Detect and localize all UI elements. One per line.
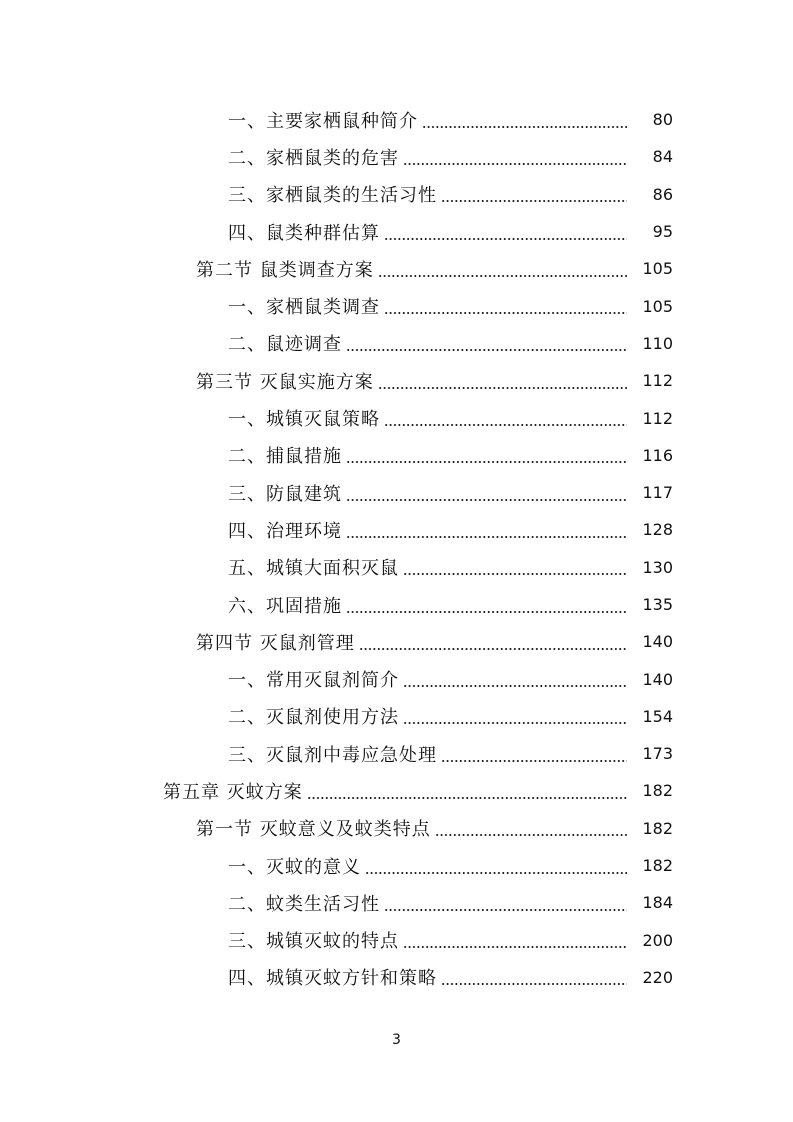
toc-entry-item[interactable] xyxy=(0,474,793,511)
dot-leader xyxy=(307,797,627,799)
dot-leader xyxy=(384,424,627,426)
dot-leader xyxy=(422,126,627,128)
toc-entry-label: 第一节 灭蚊意义及蚊类特点 xyxy=(196,819,431,841)
footer-page-number: 3 xyxy=(392,1032,401,1048)
toc-entry-item[interactable] xyxy=(0,511,793,548)
toc-entry-page-number: 95 xyxy=(652,222,673,242)
toc-entry-page-number: 105 xyxy=(642,296,673,316)
toc-entry-label: 三、防鼠建筑 xyxy=(228,483,342,505)
toc-entry-page-number: 80 xyxy=(652,110,673,130)
toc-entry-item[interactable] xyxy=(0,437,793,474)
dot-leader xyxy=(346,611,627,613)
toc-entry-label: 二、家栖鼠类的危害 xyxy=(228,147,399,169)
dot-leader xyxy=(384,238,627,240)
toc-entry-label: 一、家栖鼠类调查 xyxy=(228,297,380,319)
toc-entry-page-number: 140 xyxy=(642,669,673,689)
dot-leader xyxy=(441,983,627,985)
toc-entry-item[interactable] xyxy=(0,101,793,138)
toc-entry-item[interactable] xyxy=(0,287,793,324)
toc-entry-label: 三、灭鼠剂中毒应急处理 xyxy=(228,744,437,766)
toc-entry-page-number: 86 xyxy=(652,184,673,204)
toc-entry-label: 一、灭蚊的意义 xyxy=(228,856,361,878)
dot-leader xyxy=(441,200,627,202)
toc-entry-page-number: 173 xyxy=(642,744,673,764)
dot-leader xyxy=(403,722,627,724)
toc-entry-page-number: 116 xyxy=(642,445,673,465)
toc-entry-page-number: 140 xyxy=(642,632,673,652)
toc-entry-label: 一、主要家栖鼠种简介 xyxy=(228,110,418,132)
toc-entry-page-number: 130 xyxy=(642,557,673,577)
dot-leader xyxy=(384,312,627,314)
toc-entry-page-number: 182 xyxy=(642,818,673,838)
toc-entry-page-number: 220 xyxy=(642,967,673,987)
toc-entry-label: 三、城镇灭蚊的特点 xyxy=(228,931,399,953)
toc-entry-section[interactable] xyxy=(0,362,793,399)
toc-entry-item[interactable] xyxy=(0,325,793,362)
dot-leader xyxy=(378,387,627,389)
toc-entry-section[interactable] xyxy=(0,810,793,847)
dot-leader xyxy=(346,349,627,351)
toc-entry-label: 第三节 灭鼠实施方案 xyxy=(196,371,374,393)
dot-leader xyxy=(346,499,627,501)
toc-entry-label: 第五章 灭蚊方案 xyxy=(163,781,303,803)
toc-entry-section[interactable] xyxy=(0,623,793,660)
toc-entry-item[interactable] xyxy=(0,549,793,586)
toc-entry-item[interactable] xyxy=(0,922,793,959)
dot-leader xyxy=(435,834,627,836)
toc-entry-item[interactable] xyxy=(0,176,793,213)
dot-leader xyxy=(384,909,627,911)
toc-entry-label: 第二节 鼠类调查方案 xyxy=(196,259,374,281)
toc-entry-item[interactable] xyxy=(0,213,793,250)
toc-entry-label: 四、治理环境 xyxy=(228,520,342,542)
toc-entry-item[interactable] xyxy=(0,735,793,772)
toc-entry-section[interactable] xyxy=(0,250,793,287)
toc-entry-item[interactable] xyxy=(0,884,793,921)
toc-entry-page-number: 200 xyxy=(642,930,673,950)
toc-entry-page-number: 128 xyxy=(642,520,673,540)
toc-entry-label: 一、常用灭鼠剂简介 xyxy=(228,670,399,692)
toc-entry-item[interactable] xyxy=(0,586,793,623)
toc-entry-page-number: 112 xyxy=(642,408,673,428)
toc-entry-item[interactable] xyxy=(0,138,793,175)
dot-leader xyxy=(403,573,627,575)
toc-entry-item[interactable] xyxy=(0,399,793,436)
dot-leader xyxy=(403,946,627,948)
toc-entry-label: 四、鼠类种群估算 xyxy=(228,222,380,244)
dot-leader xyxy=(365,872,627,874)
dot-leader xyxy=(346,536,627,538)
toc-entry-page-number: 112 xyxy=(642,371,673,391)
toc-entry-page-number: 110 xyxy=(642,333,673,353)
toc-entry-page-number: 117 xyxy=(642,483,673,503)
dot-leader xyxy=(403,163,627,165)
toc-entry-label: 二、捕鼠措施 xyxy=(228,446,342,468)
toc-entry-item[interactable] xyxy=(0,660,793,697)
toc-entry-label: 五、城镇大面积灭鼠 xyxy=(228,558,399,580)
toc-entry-page-number: 182 xyxy=(642,856,673,876)
toc-entry-item[interactable] xyxy=(0,959,793,996)
toc-entry-label: 二、灭鼠剂使用方法 xyxy=(228,707,399,729)
toc-entry-page-number: 154 xyxy=(642,706,673,726)
toc-entry-page-number: 135 xyxy=(642,595,673,614)
dot-leader xyxy=(403,685,627,687)
table-of-contents xyxy=(0,101,793,996)
toc-entry-label: 二、蚊类生活习性 xyxy=(228,893,380,915)
toc-entry-page-number: 105 xyxy=(642,259,673,279)
toc-entry-label: 四、城镇灭蚊方针和策略 xyxy=(228,968,437,990)
toc-entry-item[interactable] xyxy=(0,698,793,735)
toc-entry-page-number: 182 xyxy=(642,781,673,801)
dot-leader xyxy=(346,461,627,463)
dot-leader xyxy=(359,648,627,650)
toc-entry-label: 一、城镇灭鼠策略 xyxy=(228,409,380,431)
toc-entry-label: 三、家栖鼠类的生活习性 xyxy=(228,185,437,207)
toc-entry-page-number: 184 xyxy=(642,893,673,913)
toc-entry-label: 第四节 灭鼠剂管理 xyxy=(196,632,355,654)
dot-leader xyxy=(378,275,627,277)
toc-entry-page-number: 84 xyxy=(652,147,673,167)
toc-entry-item[interactable] xyxy=(0,847,793,884)
toc-entry-label: 二、鼠迹调查 xyxy=(228,334,342,356)
dot-leader xyxy=(441,760,627,762)
toc-entry-chapter[interactable] xyxy=(0,772,793,809)
toc-entry-label: 六、巩固措施 xyxy=(228,595,342,617)
